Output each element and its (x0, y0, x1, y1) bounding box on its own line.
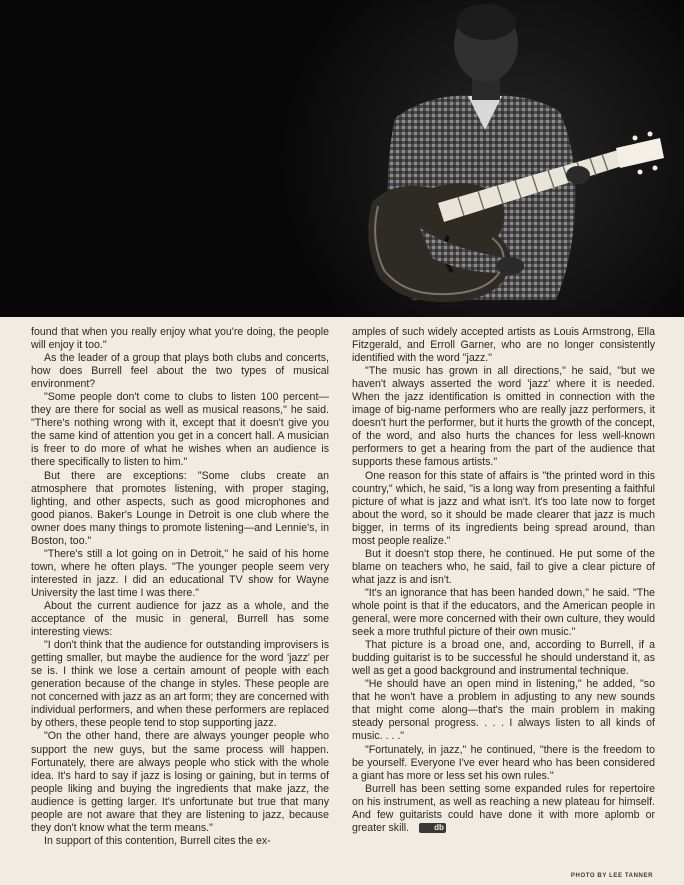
last-paragraph (352, 783, 655, 835)
paragraph: "The music has grown in all directions," he said, "but we haven't always asserted the word 'jazz' where it is needed. When the jazz identification is omitted in connection with the image of big-name performers who are really jazz performers, it doesn't hurt the performer, but it hurts the growth of the concept, of the word, and also hurts the chances for less well-known performers to get a hearing from the part of the audience that supports these famous artists." (352, 365, 655, 469)
paragraph: But it doesn't stop there, he continued. He put some of the blame on teachers who, he said, fail to give a clear picture of what jazz is and isn't. (352, 547, 655, 586)
paragraph: "I don't think that the audience for outstanding improvisers is getting smaller, but maybe the audience for the word 'jazz' per se is. I think we lose a certain amount of people with each generation because of the change in styles. These people are not concerned with jazz as an art form; they are concerned with individual performers, and when these performers are replaced by others, these people tend to stop supporting jazz. (31, 639, 329, 730)
paragraph: About the current audience for jazz as a whole, and the acceptance of the music in general, Burrell has some interesting views: (31, 599, 329, 639)
guitarist-photo (0, 0, 684, 317)
left-column (31, 326, 329, 848)
paragraph: In support of this contention, Burrell cites the ex- (44, 834, 271, 847)
paragraph: "On the other hand, there are always younger people who support the new guys, but the same process will happen. Fortunately, there are always people who stick with the whole idea. It's hard to say if jazz is losing or gaining, but in terms of people liking and buying the ingredients that make jazz, the audience is getting larger. It's unfortunate but true that many people are not aware that they are listening to jazz, because they don't know what the term means." (31, 730, 329, 834)
paragraph: "It's an ignorance that has been handed down," he said. "The whole point is that if the educators, and the American people in general, were more concerned with their own culture, they would seek a more truthful picture of their own music." (352, 586, 655, 639)
paragraph: "He should have an open mind in listening," he added, "so that he won't have a problem in adjusting to any new sounds that might come along—that's the main problem in making steady personal progress. . . . I always listen to all kinds of music. . . ." (352, 678, 655, 743)
photo-credit: PHOTO BY LEE TANNER (570, 873, 653, 879)
paragraph: One reason for this state of affairs is "the printed word in this country," which, he said, "is a long way from presenting a faithful picture of what is jazz and what isn't. It's too late now to forget about the word, so it should be made clearer that jazz is much bigger, in terms of its ingredients being spread around, than most people realize." (352, 469, 655, 547)
paragraph: That picture is a broad one, and, according to Burrell, if a budding guitarist is to be successful he should understand it, as well as get a good background and instrumental technique. (352, 639, 655, 678)
end-mark-icon: db (419, 823, 446, 833)
paragraph: "Fortunately, in jazz," he continued, "there is the freedom to be yourself. Everyone I've ever heard who has been considered a giant has more or less set his own rules." (352, 743, 655, 782)
paragraph: But there are exceptions: "Some clubs create an atmosphere that promotes listening, with proper staging, lighting, and other aspects, such as good microphones and good pianos. Baker's Lounge in Detroit is one club where the owner does many things to promote listening—and Lennie's, in Boston, too." (31, 469, 329, 547)
paragraph: amples of such widely accepted artists as Louis Armstrong, Ella Fitzgerald, and Erroll Garner, who are no longer consistently identified with the word "jazz." (352, 326, 655, 365)
right-column (352, 326, 655, 835)
paragraph: "There's still a lot going on in Detroit," he said of his home town, where he often plays. "The younger people seem very interested in jazz. I did an educational TV show for Wayne University the last time I was there." (31, 547, 329, 599)
paragraph: "Some people don't come to clubs to listen 100 percent—they are there for social as well as musical reasons," he said. "There's nothing wrong with it, except that it doesn't give you the same kind of attention you get in a concert hall. A musician is freer to do more of what he wishes when an audience is there specifically to listen to him." (31, 391, 329, 469)
paragraph: As the leader of a group that plays both clubs and concerts, how does Burrell feel about the two types of musical environment? (31, 352, 329, 391)
paragraph-text: Burrell has been setting some expanded rules for repertoire on his instrument, as well as reaching a new plateau for himself. And few guitarists could have done it with more aplomb or greater skill. (352, 782, 655, 834)
paragraph: found that when you really enjoy what you're doing, the people will enjoy it too." (31, 326, 329, 352)
